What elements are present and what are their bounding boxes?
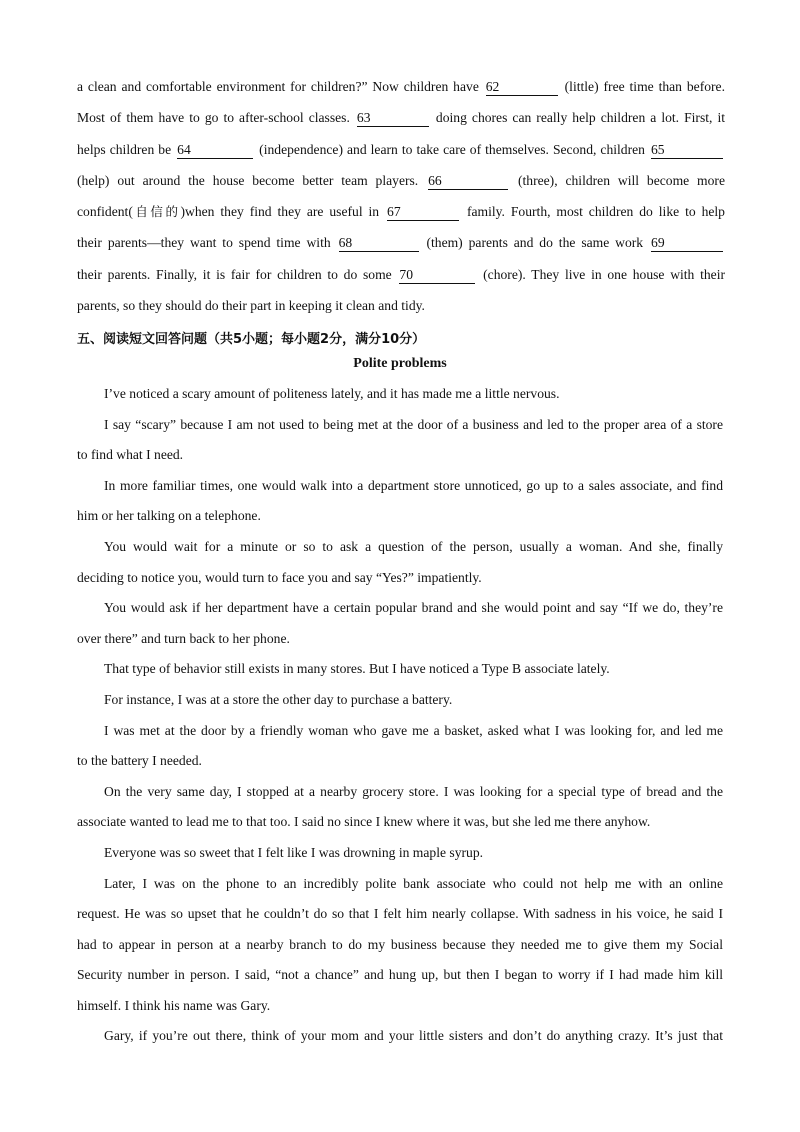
cloze-line (77, 201, 725, 232)
paragraph-line: Everyone was so sweet that I felt like I was drowning in maple syrup. (104, 844, 484, 860)
blank-66: 66 (428, 173, 508, 190)
text-run: (chore). They live in one house with their (477, 266, 726, 282)
article-paragraph (77, 1025, 723, 1056)
text-run: their parents. Finally, it is fair for children to do some (77, 266, 398, 282)
blank-68: 68 (339, 235, 419, 252)
paragraph-line: had to appear in person at a nearby branch to do my business because they needed me to give them my Social (77, 936, 723, 952)
article-title: Polite problems (353, 356, 447, 371)
text-run: confident( (77, 204, 133, 220)
cloze-line (77, 232, 725, 263)
blank-65: 65 (651, 142, 723, 159)
paragraph-line: I say “scary” because I am not used to being met at the door of a business and led to the proper area of a store (104, 416, 723, 432)
cloze-line (77, 295, 725, 326)
article-paragraph (77, 597, 723, 658)
paragraph-line: You would wait for a minute or so to ask a question of the person, usually a woman. And she, finally (104, 538, 723, 554)
paragraph-line: I’ve noticed a scary amount of politeness lately, and it has made me a little nervous. (104, 386, 560, 401)
blank-70: 70 (399, 267, 475, 284)
text-run: a clean and comfortable environment for children?” Now children have (77, 79, 484, 94)
text-run: parents, so they should do their part in keeping it clean and tidy. (77, 298, 425, 314)
article-paragraph (77, 842, 723, 873)
paragraph-line: associate wanted to lead me to that too. I said no since I knew where it was, but she led me there anyhow. (77, 814, 651, 830)
paragraph-line: request. He was so upset that he couldn’t do so that I felt him nearly collapse. With sadness in his voice, he said I (77, 906, 723, 922)
text-run: (little) free time than before. (559, 79, 725, 94)
article-paragraph (77, 536, 723, 597)
paragraph-line: That type of behavior still exists in many stores. But I have noticed a Type B associate lately. (104, 661, 610, 677)
article-paragraph (77, 720, 723, 781)
paragraph-line: deciding to notice you, would turn to face you and say “Yes?” impatiently. (77, 569, 482, 585)
text-run: (independence) and learn to take care of themselves. Second, children (255, 141, 649, 157)
article-paragraph (77, 689, 723, 720)
cloze-line (77, 76, 725, 107)
article-paragraph (77, 475, 723, 536)
article-paragraph (77, 414, 723, 475)
paragraph-line: In more familiar times, one would walk into a department store unnoticed, go up to a sales associate, and find (104, 477, 723, 493)
paragraph-line: I was met at the door by a friendly woman who gave me a basket, asked what I was looking for, and led me (104, 722, 723, 738)
section-heading: 五、阅读短文回答问题（共5小题；每小题2分，满分10分） (77, 332, 426, 347)
paragraph-line: to find what I need. (77, 447, 184, 463)
article-paragraph (77, 658, 723, 689)
blank-64: 64 (177, 142, 253, 159)
paragraph-line: Security number in person. I said, “not a chance” and hung up, but then I began to worry if I had made him kill (77, 967, 723, 983)
text-run: (three), children will become more (510, 172, 725, 188)
blank-67: 67 (387, 204, 459, 221)
text-run: doing chores can really help children a lot. First, it (430, 110, 726, 126)
paragraph-line: Later, I was on the phone to an incredibly polite bank associate who could not help me with an online (104, 875, 723, 891)
text-run: )when they find they are useful in (180, 204, 386, 220)
cloze-line (77, 107, 725, 138)
text-run: family. Fourth, most children do like to help (461, 204, 725, 220)
paragraph-line: You would ask if her department have a certain popular brand and she would point and say “If we do, they’re (104, 600, 723, 616)
text-run: helps children be (77, 141, 176, 157)
paragraph-line: him or her talking on a telephone. (77, 508, 261, 524)
chinese-gloss: 自信的 (132, 204, 181, 220)
paragraph-line: himself. I think his name was Gary. (77, 997, 271, 1013)
paragraph-line: Gary, if you’re out there, think of your mom and your little sisters and don’t do anything crazy. It’s just that (104, 1028, 723, 1044)
cloze-line (77, 170, 725, 201)
text-run: their parents—they want to spend time with (77, 235, 337, 251)
article-paragraph (77, 781, 723, 842)
text-run: (help) out around the house become better team players. (77, 172, 427, 188)
article-paragraph (77, 383, 723, 414)
paragraph-line: to the battery I needed. (77, 753, 202, 769)
blank-63: 63 (357, 110, 429, 127)
blank-69: 69 (651, 235, 723, 252)
article-body (77, 383, 723, 1056)
article-paragraph (77, 873, 723, 1026)
paragraph-line: On the very same day, I stopped at a nearby grocery store. I was looking for a special type of bread and the (104, 783, 723, 799)
cloze-passage (77, 76, 725, 326)
cloze-line (77, 139, 725, 170)
paragraph-line: For instance, I was at a store the other day to purchase a battery. (104, 691, 453, 707)
cloze-line (77, 264, 725, 295)
text-run: (them) parents and do the same work (420, 235, 650, 251)
text-run: Most of them have to go to after-school classes. (77, 110, 355, 126)
blank-62: 62 (486, 79, 558, 96)
paragraph-line: over there” and turn back to her phone. (77, 630, 290, 646)
